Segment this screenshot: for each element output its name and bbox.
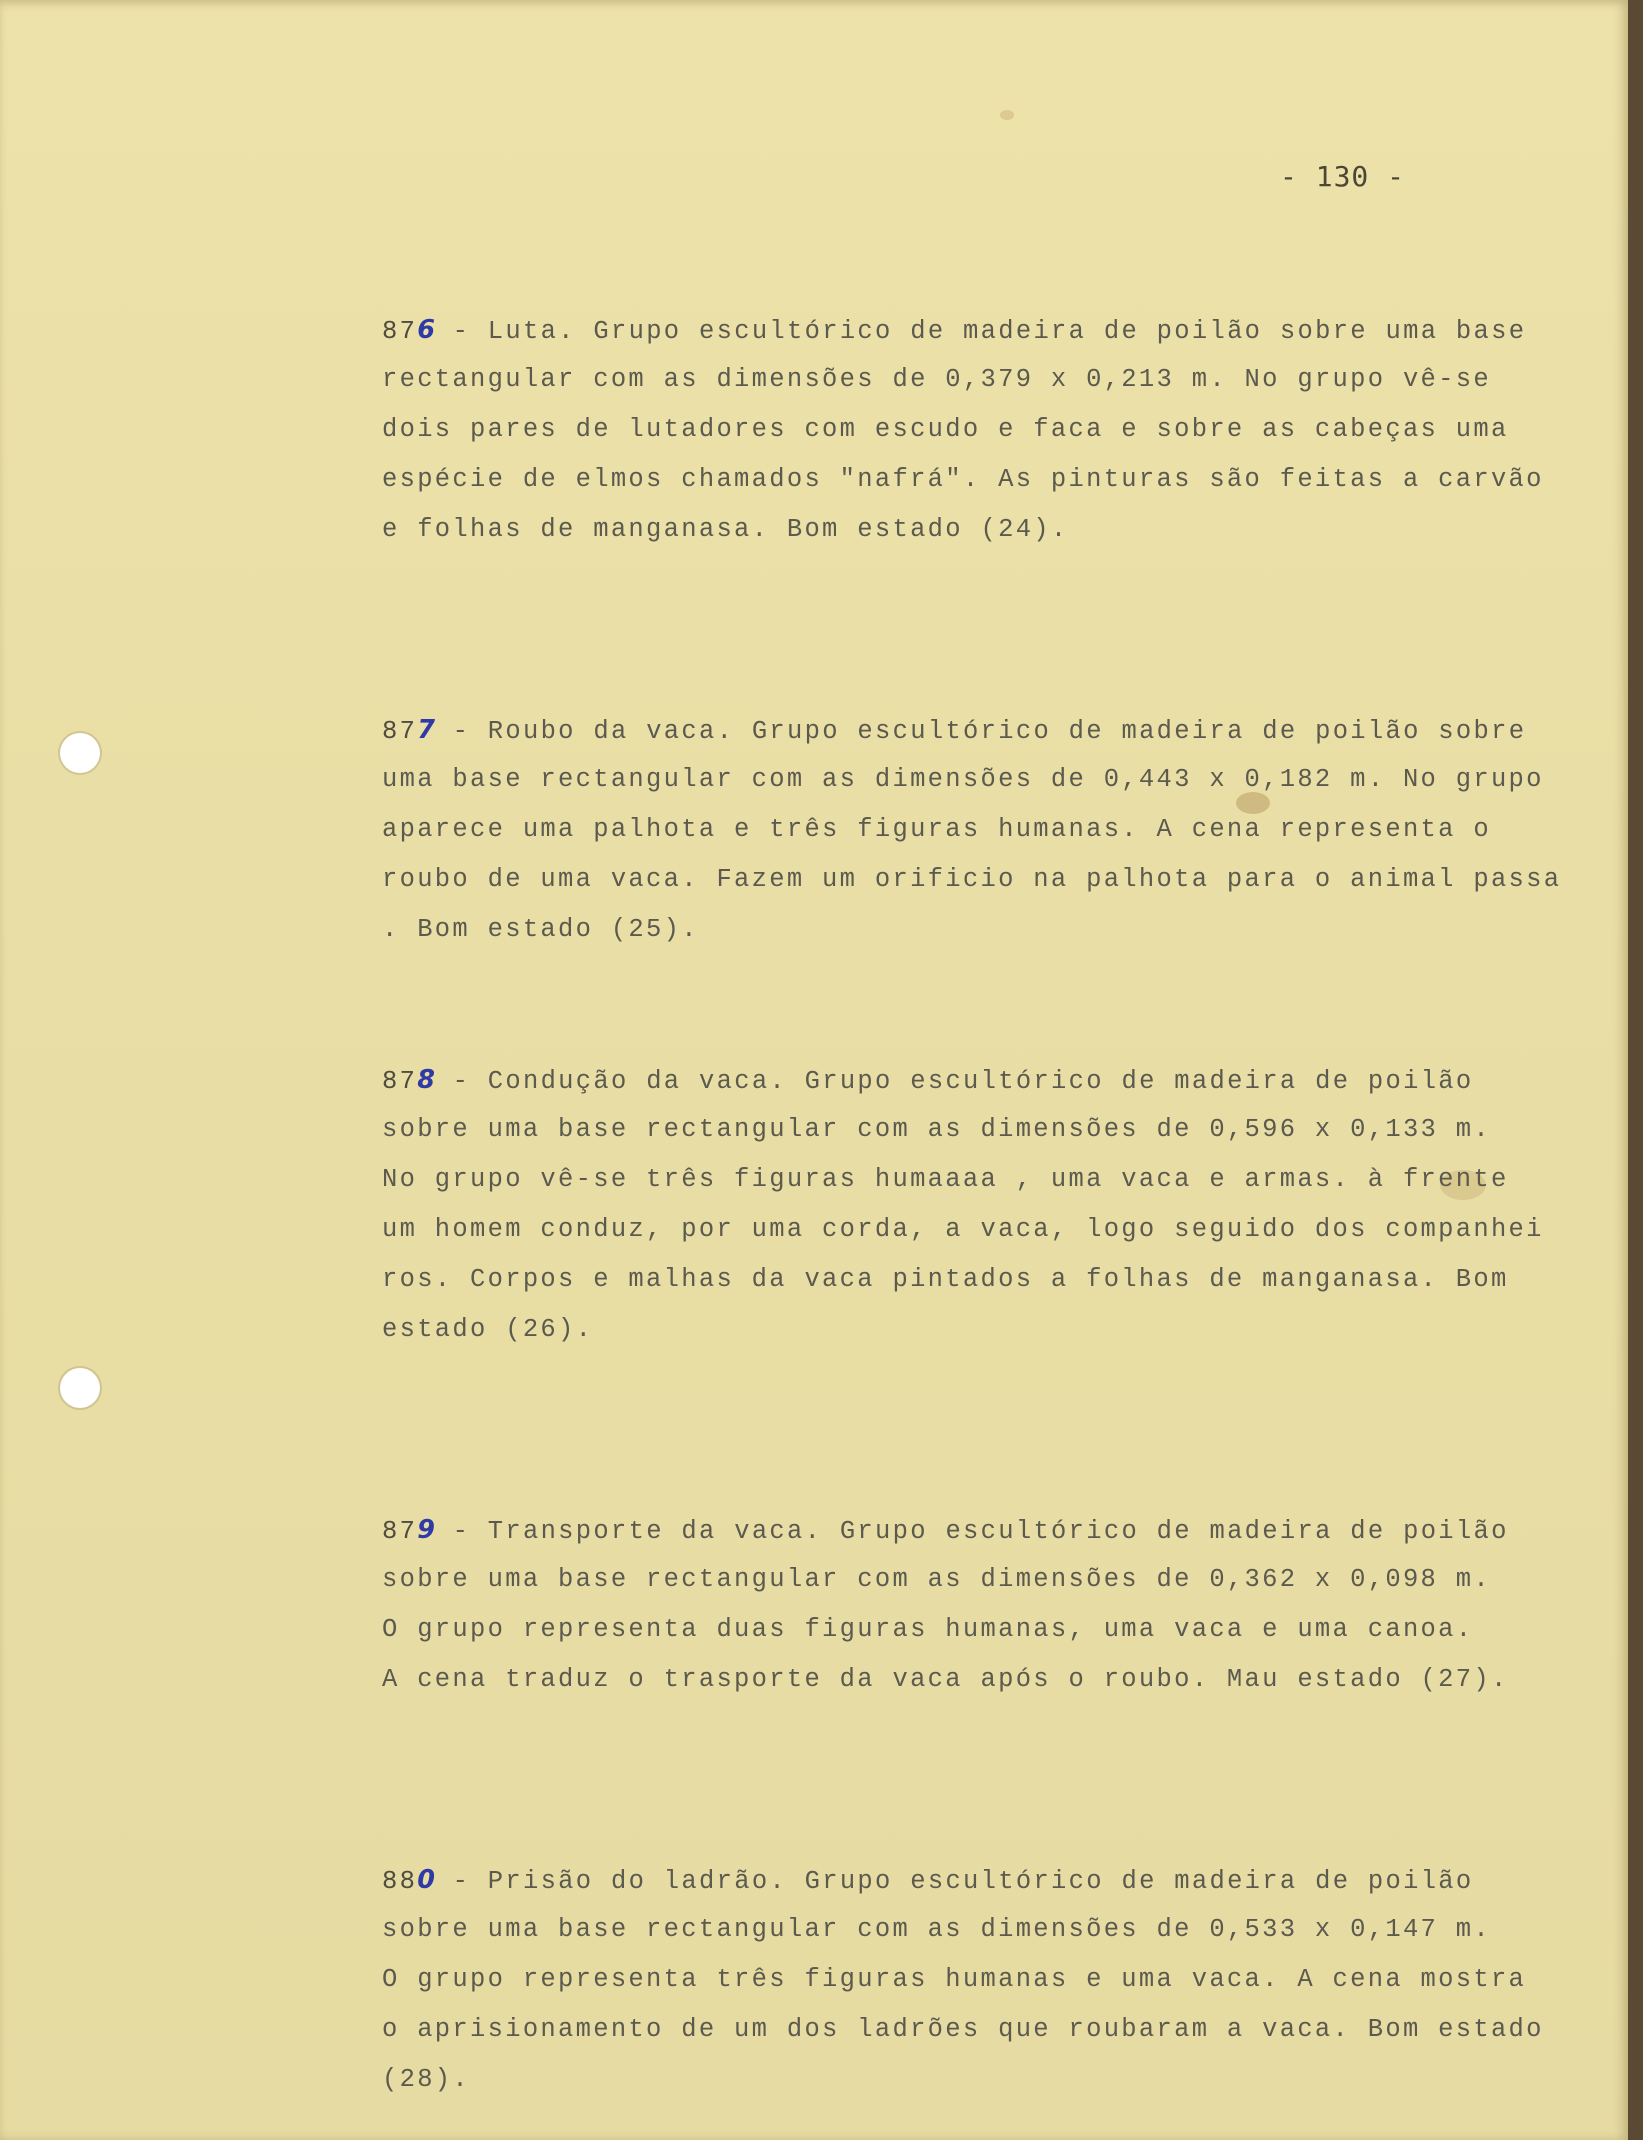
entry-number: 88 (382, 1867, 418, 1896)
entry-number: 87 (382, 317, 418, 346)
entry-number: 87 (382, 717, 418, 746)
page-number: - 130 - (1280, 160, 1406, 193)
entry-line (382, 1855, 1602, 1905)
entry-text: - Roubo da vaca. Grupo escultórico de madeira de poilão sobre (434, 717, 1527, 746)
entry-line: o aprisionamento de um dos ladrões que roubaram a vaca. Bom estado (382, 2015, 1544, 2044)
entry-line: ros. Corpos e malhas da vaca pintados a folhas de manganasa. Bom (382, 1265, 1509, 1294)
entry-line: (28). (382, 2065, 471, 2094)
entry-line: espécie de elmos chamados "nafrá". As pinturas são feitas a carvão (382, 465, 1544, 494)
stain (1000, 110, 1014, 120)
entry-line: um homem conduz, por uma corda, a vaca, logo seguido dos companhei (382, 1215, 1544, 1244)
handwritten-correction: 7 (417, 715, 435, 745)
entry-number: 87 (382, 1517, 418, 1546)
handwritten-correction: 9 (417, 1515, 435, 1545)
entry-line: O grupo representa três figuras humanas e uma vaca. A cena mostra (382, 1965, 1527, 1994)
entry-line: dois pares de lutadores com escudo e faca e sobre as cabeças uma (382, 415, 1509, 444)
catalog-entry (382, 705, 1602, 955)
entry-line: sobre uma base rectangular com as dimensões de 0,533 x 0,147 m. (382, 1915, 1491, 1944)
punch-hole (60, 1368, 100, 1408)
entry-line: sobre uma base rectangular com as dimensões de 0,362 x 0,098 m. (382, 1565, 1491, 1594)
catalog-entry (382, 1505, 1602, 1705)
handwritten-correction: 8 (417, 1065, 435, 1095)
catalog-entry (382, 1055, 1602, 1355)
entry-line: aparece uma palhota e três figuras humanas. A cena representa o (382, 815, 1491, 844)
entry-text: - Transporte da vaca. Grupo escultórico de madeira de poilão (434, 1517, 1509, 1546)
entry-line: . Bom estado (25). (382, 915, 699, 944)
entry-line (382, 1505, 1602, 1555)
entry-number: 87 (382, 1067, 418, 1096)
punch-hole (60, 733, 100, 773)
entry-line (382, 705, 1602, 755)
entry-line: e folhas de manganasa. Bom estado (24). (382, 515, 1069, 544)
entry-text: - Luta. Grupo escultórico de madeira de poilão sobre uma base (434, 317, 1527, 346)
entry-line (382, 305, 1602, 355)
entry-line: estado (26). (382, 1315, 594, 1344)
entry-line: rectangular com as dimensões de 0,379 x 0,213 m. No grupo vê-se (382, 365, 1491, 394)
entry-line: O grupo representa duas figuras humanas, uma vaca e uma canoa. (382, 1615, 1474, 1644)
catalog-entry (382, 305, 1602, 555)
entry-line: No grupo vê-se três figuras humaaaa , uma vaca e armas. à frente (382, 1165, 1509, 1194)
entry-text: - Prisão do ladrão. Grupo escultórico de madeira de poilão (434, 1867, 1474, 1896)
entry-line: uma base rectangular com as dimensões de 0,443 x 0,182 m. No grupo (382, 765, 1544, 794)
handwritten-correction: 0 (417, 1865, 435, 1895)
handwritten-correction: 6 (417, 315, 435, 345)
entry-line: roubo de uma vaca. Fazem um orificio na palhota para o animal passa (382, 865, 1562, 894)
entry-line (382, 1055, 1602, 1105)
entry-text: - Condução da vaca. Grupo escultórico de madeira de poilão (434, 1067, 1474, 1096)
entry-line: A cena traduz o trasporte da vaca após o roubo. Mau estado (27). (382, 1665, 1509, 1694)
catalog-entry (382, 1855, 1602, 2105)
entry-line: sobre uma base rectangular com as dimensões de 0,596 x 0,133 m. (382, 1115, 1491, 1144)
